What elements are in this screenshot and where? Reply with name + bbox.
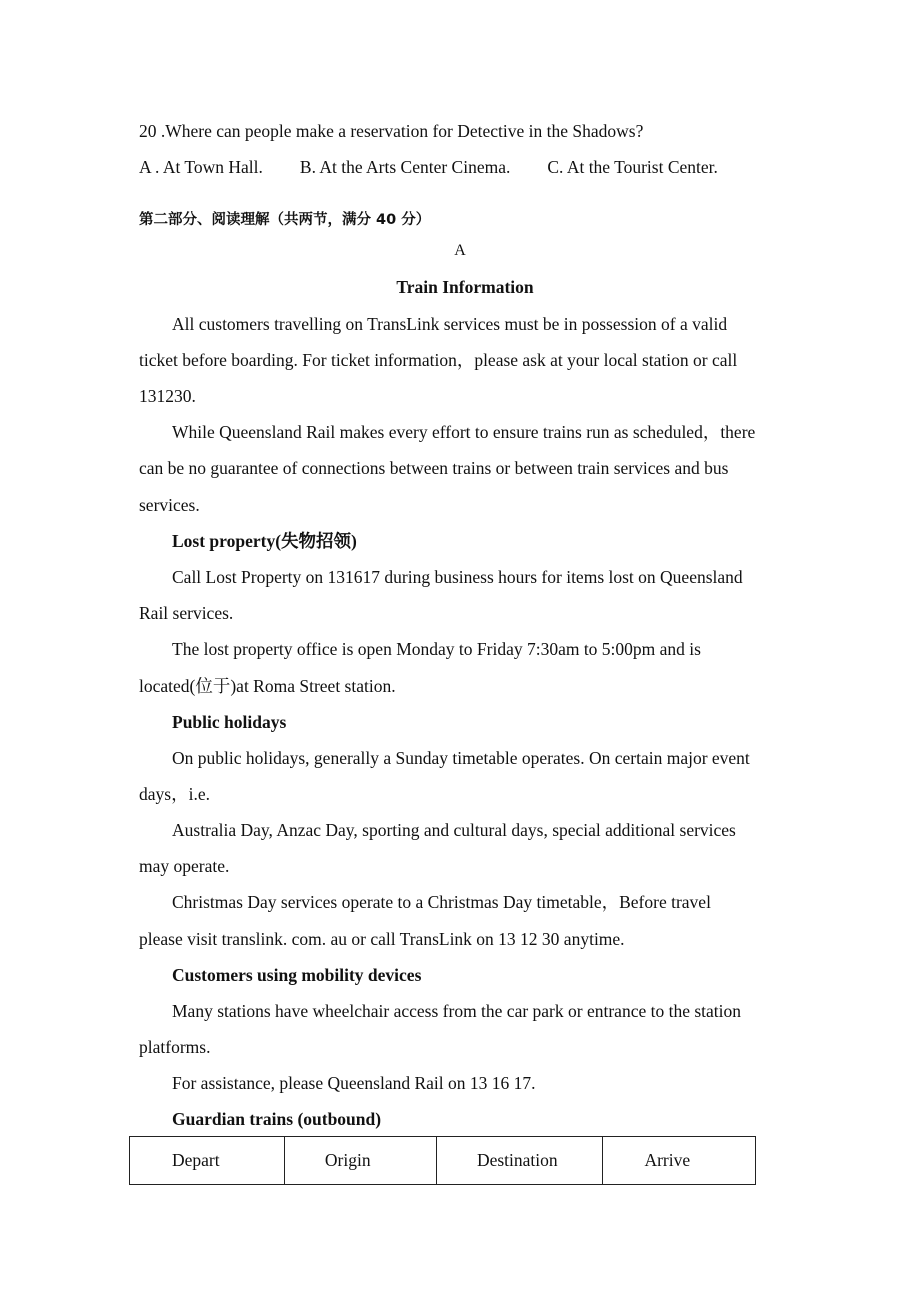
option-a: A . At Town Hall. <box>139 157 263 177</box>
mobility-devices-heading: Customers using mobility devices <box>172 965 422 985</box>
paragraph-line: While Queensland Rail makes every effort to ensure trains run as scheduled，there <box>172 422 756 442</box>
paragraph-line: platforms. <box>139 1037 211 1057</box>
paragraph-line: Christmas Day services operate to a Christmas Day timetable，Before travel <box>172 892 711 912</box>
section-heading: 第二部分、阅读理解（共两节，满分 40 分） <box>139 212 431 228</box>
question-20-options <box>139 156 718 178</box>
paragraph-line: services. <box>139 495 200 515</box>
paragraph-line: Australia Day, Anzac Day, sporting and cultural days, special additional services <box>172 820 736 840</box>
table-header-depart: Depart <box>130 1137 285 1185</box>
paragraph-line: All customers travelling on TransLink services must be in possession of a valid <box>172 314 728 334</box>
public-holidays-heading: Public holidays <box>172 712 287 732</box>
paragraph-line: For assistance, please Queensland Rail on 13 16 17. <box>172 1073 536 1093</box>
paragraph-line: ticket before boarding. For ticket information，please ask at your local station or call <box>139 350 738 370</box>
paragraph-line: days，i.e. <box>139 784 210 804</box>
guardian-trains-table <box>129 1136 756 1185</box>
paragraph-line: The lost property office is open Monday to Friday 7:30am to 5:00pm and is <box>172 639 701 659</box>
table-header-destination: Destination <box>436 1137 603 1185</box>
option-b: B. At the Arts Center Cinema. <box>299 157 511 177</box>
table-header-row <box>130 1137 756 1185</box>
paragraph-line: located(位于)at Roma Street station. <box>139 676 396 696</box>
option-c: C. At the Tourist Center. <box>547 157 718 177</box>
paragraph-line: Many stations have wheelchair access from the car park or entrance to the station <box>172 1001 742 1021</box>
passage-title: Train Information <box>396 277 534 297</box>
passage-letter: A <box>454 242 466 259</box>
paragraph-line: 131230. <box>139 386 196 406</box>
paragraph-line: Rail services. <box>139 603 234 623</box>
table-header-arrive: Arrive <box>603 1137 756 1185</box>
paragraph-line: can be no guarantee of connections between trains or between train services and bus <box>139 458 729 478</box>
question-20-stem: 20 .Where can people make a reservation for Detective in the Shadows? <box>139 121 644 141</box>
lost-property-heading: Lost property(失物招领) <box>172 531 357 551</box>
paragraph-line: please visit translink. com. au or call TransLink on 13 12 30 anytime. <box>139 929 625 949</box>
paragraph-line: may operate. <box>139 856 230 876</box>
paragraph-line: Call Lost Property on 131617 during business hours for items lost on Queensland <box>172 567 743 587</box>
guardian-trains-heading: Guardian trains (outbound) <box>172 1109 382 1129</box>
table-header-origin: Origin <box>284 1137 436 1185</box>
paragraph-line: On public holidays, generally a Sunday timetable operates. On certain major event <box>172 748 750 768</box>
